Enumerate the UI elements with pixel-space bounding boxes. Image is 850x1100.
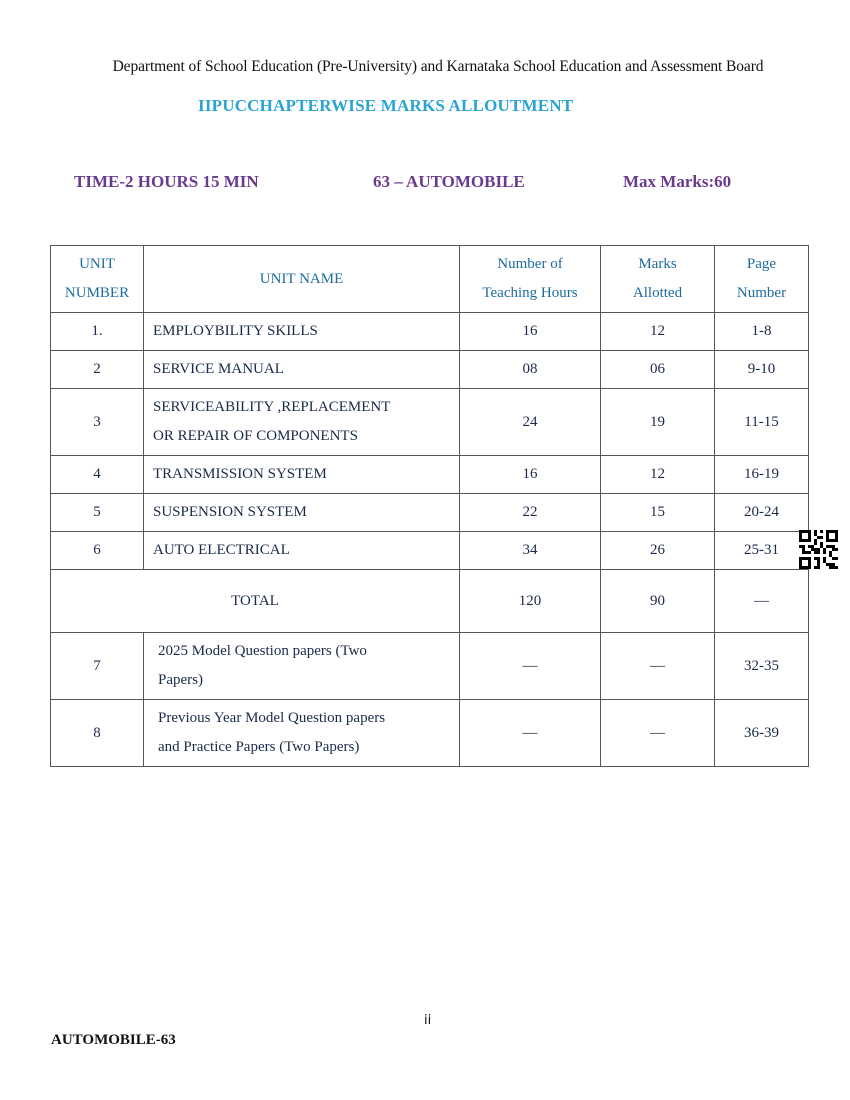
marks-allotted: 12 [601,456,715,494]
footer-subject-code: AUTOMOBILE-63 [51,1032,176,1048]
table-row [51,389,809,456]
page-range: 11-15 [715,389,809,456]
page-range: 25-31 [715,532,809,570]
page-range: 32-35 [715,633,809,700]
table-row [51,351,809,389]
header-unit-name: UNIT NAME [144,246,460,313]
teaching-hours: 24 [460,389,601,456]
unit-name: SERVICE MANUAL [144,351,460,389]
page-range: 16-19 [715,456,809,494]
unit-number: 8 [51,700,144,767]
exam-duration: TIME-2 HOURS 15 MIN [74,172,259,191]
qr-code-icon [799,530,838,569]
total-page-range: — [715,570,809,633]
header-unit-number: UNIT NUMBER [51,246,144,313]
max-marks: Max Marks:60 [623,172,732,191]
teaching-hours: 34 [460,532,601,570]
teaching-hours: 16 [460,456,601,494]
department-heading: Department of School Education (Pre-University) and Karnataka School Education and Assessment Board [112,58,764,75]
teaching-hours: — [460,700,601,767]
page-range: 9-10 [715,351,809,389]
subject-code: 63 – AUTOMOBILE [373,172,525,191]
teaching-hours: — [460,633,601,700]
teaching-hours: 08 [460,351,601,389]
marks-allotted: 06 [601,351,715,389]
page-range: 36-39 [715,700,809,767]
marks-allotted: 19 [601,389,715,456]
unit-number: 6 [51,532,144,570]
unit-number: 3 [51,389,144,456]
teaching-hours: 16 [460,313,601,351]
total-marks: 90 [601,570,715,633]
marks-allotted: 15 [601,494,715,532]
header-page-number: Page Number [715,246,809,313]
marks-allotted: 26 [601,532,715,570]
marks-allotted: — [601,633,715,700]
total-label: TOTAL [51,570,460,633]
table-row [51,456,809,494]
table-row [51,700,809,767]
page-number: ii [424,1013,432,1028]
unit-number: 4 [51,456,144,494]
unit-name: EMPLOYBILITY SKILLS [144,313,460,351]
page-range: 1-8 [715,313,809,351]
page-title: IIPUCCHAPTERWISE MARKS ALLOUTMENT [198,96,574,115]
unit-name: TRANSMISSION SYSTEM [144,456,460,494]
marks-allotment-table [50,245,809,767]
unit-number: 2 [51,351,144,389]
unit-number: 7 [51,633,144,700]
table-row [51,633,809,700]
total-teaching-hours: 120 [460,570,601,633]
table-row [51,494,809,532]
teaching-hours: 22 [460,494,601,532]
unit-number: 1. [51,313,144,351]
table-header-row [51,246,809,313]
total-row [51,570,809,633]
unit-name: Previous Year Model Question papers and Practice Papers (Two Papers) [144,700,460,767]
unit-name: AUTO ELECTRICAL [144,532,460,570]
unit-name: 2025 Model Question papers (Two Papers) [144,633,460,700]
page-range: 20-24 [715,494,809,532]
unit-number: 5 [51,494,144,532]
header-marks-allotted: Marks Allotted [601,246,715,313]
table-row [51,313,809,351]
unit-name: SERVICEABILITY ,REPLACEMENT OR REPAIR OF COMPONENTS [144,389,460,456]
marks-allotted: 12 [601,313,715,351]
unit-name: SUSPENSION SYSTEM [144,494,460,532]
marks-allotted: — [601,700,715,767]
header-teaching-hours: Number of Teaching Hours [460,246,601,313]
table-row [51,532,809,570]
